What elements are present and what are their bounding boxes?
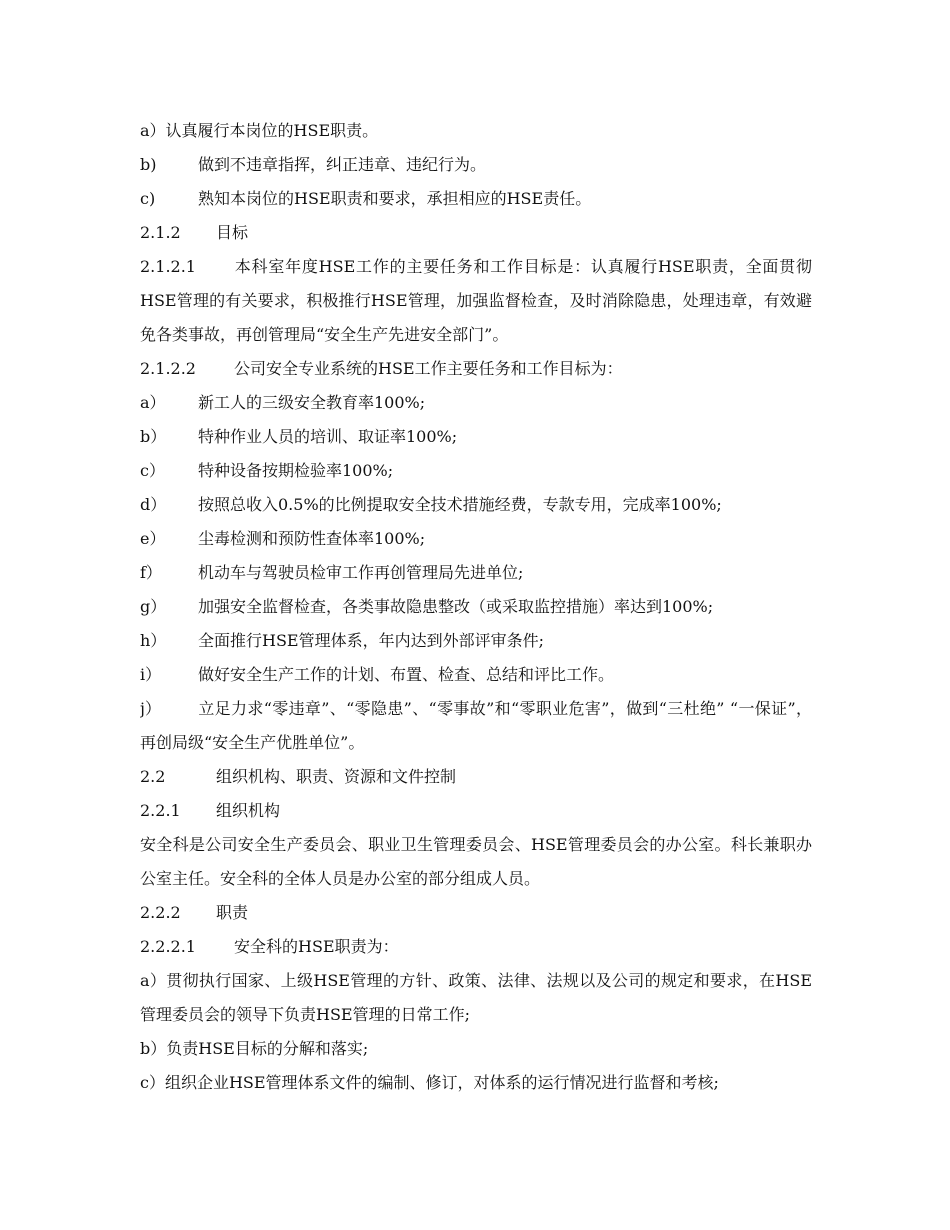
goal-item-c <box>140 454 812 488</box>
item-text: 做到不违章指挥，纠正违章、违纪行为。 <box>198 155 487 174</box>
item-label: j） <box>140 699 161 718</box>
section-paragraph-2-2-2-1 <box>140 930 812 964</box>
section-number: 2.1.2.2 <box>140 359 196 378</box>
item-text: 按照总收入0.5%的比例提取安全技术措施经费，专款专用，完成率100%; <box>198 495 722 514</box>
section-number: 2.1.2.1 <box>140 257 196 276</box>
section-heading-2-2 <box>140 760 812 794</box>
goal-item-i <box>140 658 812 692</box>
section-heading-2-1-2 <box>140 216 812 250</box>
document-body <box>140 114 812 1100</box>
item-text: 做好安全生产工作的计划、布置、检查、总结和评比工作。 <box>198 665 615 684</box>
section-title: 职责 <box>216 903 249 922</box>
item-label: c） <box>140 461 165 480</box>
item-text: 特种设备按期检验率100%; <box>198 461 394 480</box>
paragraph-text: 公司安全专业系统的HSE工作主要任务和工作目标为： <box>234 359 623 378</box>
paragraph-text: b）负责HSE目标的分解和落实; <box>140 1039 369 1058</box>
item-text: 新工人的三级安全教育率100%; <box>198 393 426 412</box>
goal-item-h <box>140 624 812 658</box>
item-text: 立足力求“零违章”、“零隐患”、“零事故”和“零职业危害”，做到“三杜绝” “一保证”，再创局级“安全生产优胜单位”。 <box>140 699 812 752</box>
item-label: b） <box>140 427 167 446</box>
paragraph-text: c）组织企业HSE管理体系文件的编制、修订，对体系的运行情况进行监督和考核; <box>140 1073 719 1092</box>
item-label: d） <box>140 495 167 514</box>
item-label: a） <box>140 393 166 412</box>
goal-item-f <box>140 556 812 590</box>
item-label: b) <box>140 155 157 174</box>
section-number: 2.2.2.1 <box>140 937 196 956</box>
duty-item-a <box>140 114 812 148</box>
item-label: e） <box>140 529 166 548</box>
duty-item-b <box>140 148 812 182</box>
item-text: 特种作业人员的培训、取证率100%; <box>198 427 458 446</box>
goal-item-e <box>140 522 812 556</box>
paragraph-text: 安全科是公司安全生产委员会、职业卫生管理委员会、HSE管理委员会的办公室。科长兼职办公室主任。安全科的全体人员是办公室的部分组成人员。 <box>140 835 812 888</box>
section-number: 2.1.2 <box>140 223 181 242</box>
section-paragraph-2-1-2-2 <box>140 352 812 386</box>
goal-item-d <box>140 488 812 522</box>
section-title: 组织机构、职责、资源和文件控制 <box>216 767 457 786</box>
item-label: c) <box>140 189 156 208</box>
item-label: h） <box>140 631 167 650</box>
item-text: 全面推行HSE管理体系，年内达到外部评审条件; <box>198 631 544 650</box>
section-number: 2.2 <box>140 767 166 786</box>
section-number: 2.2.1 <box>140 801 181 820</box>
goal-item-a <box>140 386 812 420</box>
section-title: 组织机构 <box>216 801 281 820</box>
item-text: 尘毒检测和预防性查体率100%; <box>198 529 426 548</box>
goal-item-j <box>140 692 812 760</box>
paragraph-text: a）认真履行本岗位的HSE职责。 <box>140 121 379 140</box>
item-text: 机动车与驾驶员检审工作再创管理局先进单位; <box>198 563 524 582</box>
duty-paragraph-b <box>140 1032 812 1066</box>
item-label: g） <box>140 597 167 616</box>
goal-item-g <box>140 590 812 624</box>
item-label: i） <box>140 665 162 684</box>
duty-item-c <box>140 182 812 216</box>
section-heading-2-2-1 <box>140 794 812 828</box>
paragraph-text: 本科室年度HSE工作的主要任务和工作目标是：认真履行HSE职责，全面贯彻HSE管理的有关要求，积极推行HSE管理，加强监督检查，及时消除隐患，处理违章，有效避免各类事故，再创管理局“安全生产先进安全部门”。 <box>140 257 812 344</box>
item-text: 加强安全监督检查，各类事故隐患整改（或采取监控措施）率达到100%; <box>198 597 714 616</box>
paragraph-text: 安全科的HSE职责为： <box>234 937 399 956</box>
org-paragraph <box>140 828 812 896</box>
section-number: 2.2.2 <box>140 903 181 922</box>
section-paragraph-2-1-2-1 <box>140 250 812 352</box>
section-title: 目标 <box>216 223 249 242</box>
duty-paragraph-c <box>140 1066 812 1100</box>
item-label: f） <box>140 563 162 582</box>
item-text: 熟知本岗位的HSE职责和要求，承担相应的HSE责任。 <box>198 189 592 208</box>
duty-paragraph-a <box>140 964 812 1032</box>
section-heading-2-2-2 <box>140 896 812 930</box>
goal-item-b <box>140 420 812 454</box>
paragraph-text: a）贯彻执行国家、上级HSE管理的方针、政策、法律、法规以及公司的规定和要求，在HSE管理委员会的领导下负责HSE管理的日常工作; <box>140 971 812 1024</box>
